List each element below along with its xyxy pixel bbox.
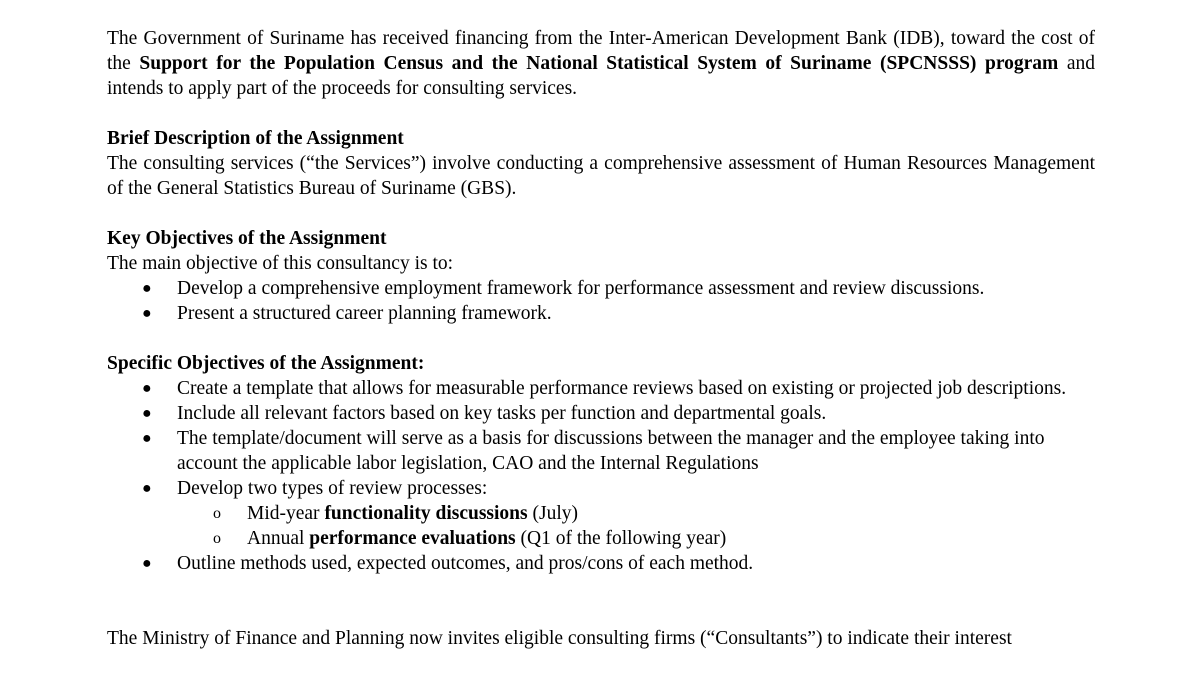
sub-item-pre: Annual [247, 528, 310, 549]
list-item-text: Develop a comprehensive employment framework for performance assessment and review discussions. [177, 278, 985, 299]
bullet-icon: ● [142, 405, 152, 422]
bullet-icon: ● [142, 305, 152, 322]
sub-item-pre: Mid-year [247, 503, 325, 524]
key-heading: Key Objectives of the Assignment [107, 228, 387, 249]
program-name: Support for the Population Census and the National Statistical System of Suriname (SPCNSSS) program [139, 53, 1059, 74]
key-lead: The main objective of this consultancy is to: [107, 253, 454, 274]
intro-text-2: and intends to apply part of the proceeds for consulting services. [107, 53, 1096, 99]
sub-item-post: (Q1 of the following year) [515, 528, 727, 549]
spacer [107, 326, 1095, 351]
spacer [107, 576, 1095, 626]
list-item-text: Present a structured career planning framework. [177, 303, 552, 324]
list-item-text: Outline methods used, expected outcomes, and pros/cons of each method. [177, 553, 754, 574]
document-page [107, 26, 1095, 651]
circle-bullet-icon: o [213, 530, 221, 547]
intro-text-1: The Government of Suriname has received financing from the Inter-American Development Bank (IDB), toward the cost of the [107, 28, 1095, 74]
list-item-text: The template/document will serve as a basis for discussions between the manager and the employee taking into account the applicable labor legislation, CAO and the Internal Regulations [177, 428, 1045, 474]
bullet-icon: ● [142, 480, 152, 497]
list-item [107, 476, 1095, 551]
key-objectives-list [107, 276, 1095, 326]
circle-bullet-icon: o [213, 505, 221, 522]
closing-text: The Ministry of Finance and Planning now invites eligible consulting firms (“Consultants”) to indicate their interest [107, 628, 1012, 649]
list-item-text: Develop two types of review processes: [177, 478, 488, 499]
list-item [107, 376, 1095, 401]
sub-list-item [177, 501, 1095, 526]
list-item [107, 401, 1095, 426]
spacer [107, 201, 1095, 226]
specific-heading: Specific Objectives of the Assignment: [107, 353, 425, 374]
list-item-text: Create a template that allows for measurable performance reviews based on existing or projected job descriptions. [177, 378, 1067, 399]
intro-paragraph [107, 26, 1095, 101]
sub-item-bold: functionality discussions [324, 503, 528, 524]
specific-objectives-list [107, 376, 1095, 576]
list-item [107, 301, 1095, 326]
list-item [107, 426, 1095, 476]
sub-list-item [177, 526, 1095, 551]
list-item [107, 276, 1095, 301]
sub-item-bold: performance evaluations [309, 528, 516, 549]
brief-heading: Brief Description of the Assignment [107, 128, 404, 149]
spacer [107, 101, 1095, 126]
bullet-icon: ● [142, 280, 152, 297]
sub-item-post: (July) [527, 503, 578, 524]
list-item [107, 551, 1095, 576]
brief-text: The consulting services (“the Services”) involve conducting a comprehensive assessment of Human Resources Management of the General Statistics Bureau of Suriname (GBS). [107, 153, 1095, 199]
bullet-icon: ● [142, 555, 152, 572]
bullet-icon: ● [142, 380, 152, 397]
review-process-sublist [177, 501, 1095, 551]
bullet-icon: ● [142, 430, 152, 447]
list-item-text: Include all relevant factors based on key tasks per function and departmental goals. [177, 403, 827, 424]
